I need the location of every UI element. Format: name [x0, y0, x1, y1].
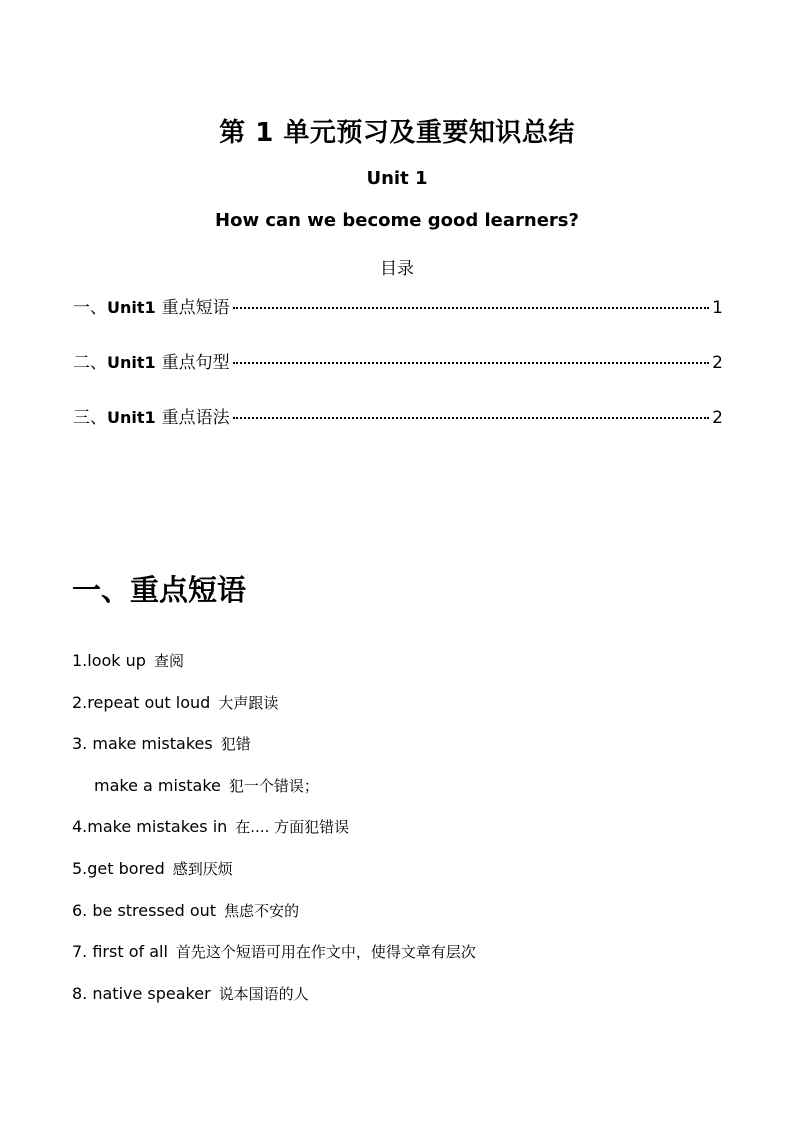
toc-entry-grammar[interactable] [73, 403, 723, 429]
toc-dot-leader [233, 362, 710, 364]
section-heading: 一、重点短语 [72, 573, 247, 607]
unit-subtitle: How can we become good learners? [215, 210, 579, 231]
toc-entry-page: 2 [712, 353, 723, 373]
phrase-chinese: 大声跟读 [218, 694, 279, 712]
toc-entry-label: 重点语法 [161, 408, 230, 428]
phrase-item [72, 858, 233, 879]
toc-dot-leader [233, 307, 710, 309]
phrase-english: 5.get bored [72, 859, 165, 878]
toc-entry-number: 一、 [73, 298, 107, 318]
toc-heading: 目录 [380, 259, 414, 279]
toc-entry-unit: Unit1 [107, 298, 156, 317]
toc-entry-label: 重点短语 [161, 298, 230, 318]
toc-entry-unit: Unit1 [107, 408, 156, 427]
toc-entry-label: 重点句型 [161, 353, 230, 373]
phrase-english: 8. native speaker [72, 984, 211, 1003]
phrase-english: 7. first of all [72, 942, 168, 961]
toc-entry-page: 1 [712, 298, 723, 318]
phrase-english: 6. be stressed out [72, 901, 217, 920]
unit-heading: Unit 1 [366, 168, 428, 189]
phrase-chinese: 首先这个短语可用在作文中，使得文章有层次 [175, 943, 476, 961]
toc-entry-phrases[interactable] [73, 293, 723, 319]
phrase-chinese: 犯错 [220, 735, 251, 753]
phrase-chinese: 焦虑不安的 [224, 902, 300, 920]
phrase-item [72, 983, 309, 1004]
phrase-english: make a mistake [94, 776, 221, 795]
toc-entry-number: 三、 [73, 408, 107, 428]
document-title: 第 1 单元预习及重要知识总结 [219, 118, 575, 148]
phrase-item [72, 900, 299, 921]
toc-dot-leader [233, 417, 710, 419]
phrase-english: 2.repeat out loud [72, 693, 211, 712]
toc-entry-sentences[interactable] [73, 348, 723, 374]
phrase-chinese: 说本国语的人 [218, 985, 309, 1003]
phrase-item [72, 941, 476, 962]
phrase-item [72, 816, 349, 837]
phrase-english: 1.look up [72, 651, 146, 670]
phrase-chinese: 在.... 方面犯错误 [235, 818, 350, 836]
phrase-item [72, 692, 278, 713]
phrase-item [94, 775, 319, 796]
phrase-english: 4.make mistakes in [72, 817, 228, 836]
phrase-item [72, 650, 184, 671]
phrase-chinese: 感到厌烦 [172, 860, 233, 878]
toc-entry-page: 2 [712, 408, 723, 428]
phrase-item [72, 733, 251, 754]
toc-entry-unit: Unit1 [107, 353, 156, 372]
phrase-chinese: 查阅 [153, 652, 184, 670]
phrase-english: 3. make mistakes [72, 734, 213, 753]
phrase-chinese: 犯一个错误； [228, 777, 319, 795]
toc-entry-number: 二、 [73, 353, 107, 373]
